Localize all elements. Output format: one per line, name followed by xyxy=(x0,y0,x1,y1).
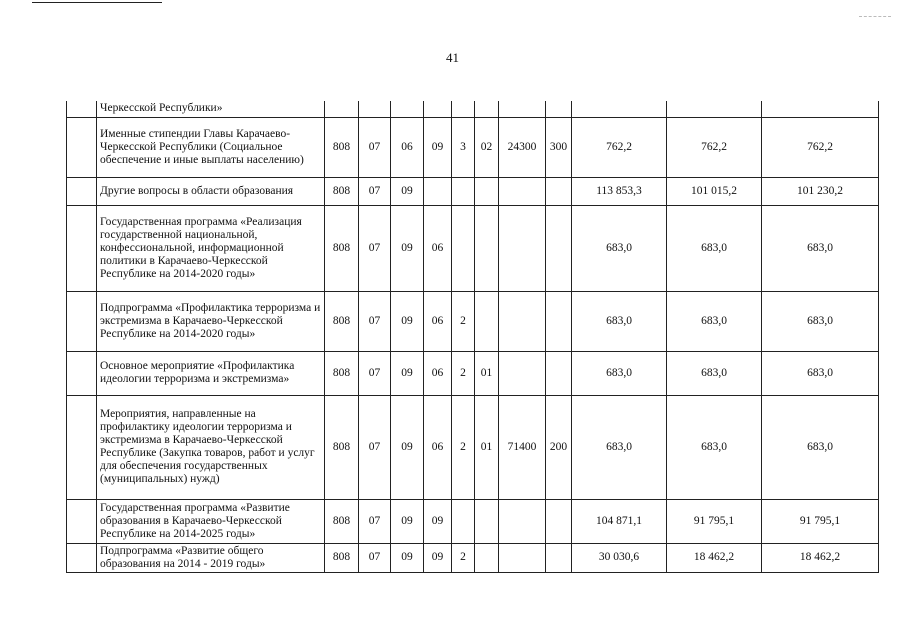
amount-year-3-cell xyxy=(762,101,879,117)
section-code-cell: 07 xyxy=(359,177,391,205)
measure-code-cell: 01 xyxy=(475,351,499,395)
measure-code-cell xyxy=(475,291,499,351)
amount-year-2-cell: 683,0 xyxy=(667,395,762,499)
ministry-code-cell: 808 xyxy=(325,117,359,177)
program-code-cell: 09 xyxy=(424,499,452,543)
direction-code-cell xyxy=(499,543,546,572)
table-row xyxy=(67,351,879,395)
subsection-code-cell: 09 xyxy=(391,499,424,543)
table-row xyxy=(67,395,879,499)
amount-year-3-cell: 683,0 xyxy=(762,291,879,351)
amount-year-2-cell: 18 462,2 xyxy=(667,543,762,572)
amount-year-2-cell: 683,0 xyxy=(667,351,762,395)
ministry-code-cell: 808 xyxy=(325,543,359,572)
page-number: 41 xyxy=(446,50,459,65)
subprogram-code-cell: 2 xyxy=(452,351,475,395)
row-number-cell xyxy=(67,117,97,177)
subsection-code-cell: 09 xyxy=(391,291,424,351)
table-row xyxy=(67,177,879,205)
subsection-code-cell: 09 xyxy=(391,395,424,499)
row-name-cell: Черкесской Республики» xyxy=(97,101,325,117)
amount-year-3-cell: 683,0 xyxy=(762,205,879,291)
direction-code-cell: 24300 xyxy=(499,117,546,177)
direction-code-cell xyxy=(499,177,546,205)
row-name-cell: Основное мероприятие «Профилактика идеологии терроризма и экстремизма» xyxy=(97,351,325,395)
subprogram-code-cell: 2 xyxy=(452,543,475,572)
section-code-cell: 07 xyxy=(359,291,391,351)
row-number-cell xyxy=(67,101,97,117)
program-code-cell: 09 xyxy=(424,117,452,177)
amount-year-2-cell: 683,0 xyxy=(667,205,762,291)
amount-year-1-cell: 113 853,3 xyxy=(572,177,667,205)
direction-code-cell xyxy=(499,499,546,543)
amount-year-3-cell: 762,2 xyxy=(762,117,879,177)
table-row xyxy=(67,543,879,572)
row-name-cell: Подпрограмма «Профилактика терроризма и экстремизма в Карачаево-Черкесской Республике на 2014-2020 годы» xyxy=(97,291,325,351)
ministry-code-cell: 808 xyxy=(325,177,359,205)
row-name-cell: Именные стипендии Главы Карачаево-Черкесской Республики (Социальное обеспечение и иные выплаты населению) xyxy=(97,117,325,177)
amount-year-1-cell: 30 030,6 xyxy=(572,543,667,572)
scan-edge-mark xyxy=(859,16,891,17)
budget-table xyxy=(66,101,879,573)
amount-year-3-cell: 683,0 xyxy=(762,395,879,499)
expense-type-cell xyxy=(546,177,572,205)
ministry-code-cell: 808 xyxy=(325,351,359,395)
subprogram-code-cell xyxy=(452,205,475,291)
program-code-cell: 06 xyxy=(424,291,452,351)
row-name-cell: Подпрограмма «Развитие общего образования на 2014 - 2019 годы» xyxy=(97,543,325,572)
measure-code-cell xyxy=(475,101,499,117)
amount-year-1-cell xyxy=(572,101,667,117)
program-code-cell: 09 xyxy=(424,543,452,572)
measure-code-cell xyxy=(475,499,499,543)
amount-year-1-cell: 683,0 xyxy=(572,205,667,291)
program-code-cell: 06 xyxy=(424,395,452,499)
subsection-code-cell xyxy=(391,101,424,117)
amount-year-2-cell: 101 015,2 xyxy=(667,177,762,205)
program-code-cell: 06 xyxy=(424,351,452,395)
amount-year-2-cell xyxy=(667,101,762,117)
amount-year-2-cell: 91 795,1 xyxy=(667,499,762,543)
section-code-cell xyxy=(359,101,391,117)
program-code-cell: 06 xyxy=(424,205,452,291)
row-name-cell: Государственная программа «Развитие образования в Карачаево-Черкесской Республике на 2014-2025 годы» xyxy=(97,499,325,543)
ministry-code-cell: 808 xyxy=(325,291,359,351)
section-code-cell: 07 xyxy=(359,499,391,543)
expense-type-cell xyxy=(546,101,572,117)
ministry-code-cell: 808 xyxy=(325,499,359,543)
measure-code-cell: 01 xyxy=(475,395,499,499)
measure-code-cell xyxy=(475,177,499,205)
direction-code-cell: 71400 xyxy=(499,395,546,499)
amount-year-2-cell: 762,2 xyxy=(667,117,762,177)
budget-table-body xyxy=(67,101,879,572)
amount-year-1-cell: 104 871,1 xyxy=(572,499,667,543)
section-code-cell: 07 xyxy=(359,117,391,177)
section-code-cell: 07 xyxy=(359,205,391,291)
section-code-cell: 07 xyxy=(359,351,391,395)
row-number-cell xyxy=(67,543,97,572)
row-number-cell xyxy=(67,291,97,351)
row-number-cell xyxy=(67,395,97,499)
section-code-cell: 07 xyxy=(359,543,391,572)
table-row xyxy=(67,117,879,177)
expense-type-cell xyxy=(546,205,572,291)
amount-year-1-cell: 683,0 xyxy=(572,351,667,395)
ministry-code-cell xyxy=(325,101,359,117)
section-code-cell: 07 xyxy=(359,395,391,499)
subsection-code-cell: 09 xyxy=(391,351,424,395)
subprogram-code-cell xyxy=(452,177,475,205)
program-code-cell xyxy=(424,177,452,205)
subsection-code-cell: 06 xyxy=(391,117,424,177)
direction-code-cell xyxy=(499,291,546,351)
expense-type-cell: 300 xyxy=(546,117,572,177)
measure-code-cell xyxy=(475,543,499,572)
amount-year-1-cell: 762,2 xyxy=(572,117,667,177)
expense-type-cell xyxy=(546,351,572,395)
row-number-cell xyxy=(67,351,97,395)
subprogram-code-cell: 3 xyxy=(452,117,475,177)
row-number-cell xyxy=(67,499,97,543)
expense-type-cell xyxy=(546,543,572,572)
table-row xyxy=(67,101,879,117)
expense-type-cell xyxy=(546,499,572,543)
row-number-cell xyxy=(67,205,97,291)
subprogram-code-cell xyxy=(452,101,475,117)
subsection-code-cell: 09 xyxy=(391,543,424,572)
measure-code-cell xyxy=(475,205,499,291)
expense-type-cell: 200 xyxy=(546,395,572,499)
subsection-code-cell: 09 xyxy=(391,205,424,291)
amount-year-1-cell: 683,0 xyxy=(572,395,667,499)
row-number-cell xyxy=(67,177,97,205)
ministry-code-cell: 808 xyxy=(325,395,359,499)
program-code-cell xyxy=(424,101,452,117)
measure-code-cell: 02 xyxy=(475,117,499,177)
subprogram-code-cell: 2 xyxy=(452,395,475,499)
subprogram-code-cell: 2 xyxy=(452,291,475,351)
amount-year-1-cell: 683,0 xyxy=(572,291,667,351)
row-name-cell: Мероприятия, направленные на профилактику идеологии терроризма и экстремизма в Карачаево-Черкесской Республике (Закупка товаров, работ и услуг для обеспечения государственных (муниципальных) нужд) xyxy=(97,395,325,499)
table-row xyxy=(67,499,879,543)
subprogram-code-cell xyxy=(452,499,475,543)
table-row xyxy=(67,205,879,291)
ministry-code-cell: 808 xyxy=(325,205,359,291)
amount-year-3-cell: 18 462,2 xyxy=(762,543,879,572)
direction-code-cell xyxy=(499,205,546,291)
amount-year-3-cell: 683,0 xyxy=(762,351,879,395)
top-edge-rule xyxy=(32,2,162,3)
table-row xyxy=(67,291,879,351)
amount-year-2-cell: 683,0 xyxy=(667,291,762,351)
amount-year-3-cell: 91 795,1 xyxy=(762,499,879,543)
direction-code-cell xyxy=(499,351,546,395)
amount-year-3-cell: 101 230,2 xyxy=(762,177,879,205)
row-name-cell: Государственная программа «Реализация государственной национальной, конфессиональной, информационной политики в Карачаево-Черкесской Республике на 2014-2020 годы» xyxy=(97,205,325,291)
expense-type-cell xyxy=(546,291,572,351)
row-name-cell: Другие вопросы в области образования xyxy=(97,177,325,205)
subsection-code-cell: 09 xyxy=(391,177,424,205)
direction-code-cell xyxy=(499,101,546,117)
